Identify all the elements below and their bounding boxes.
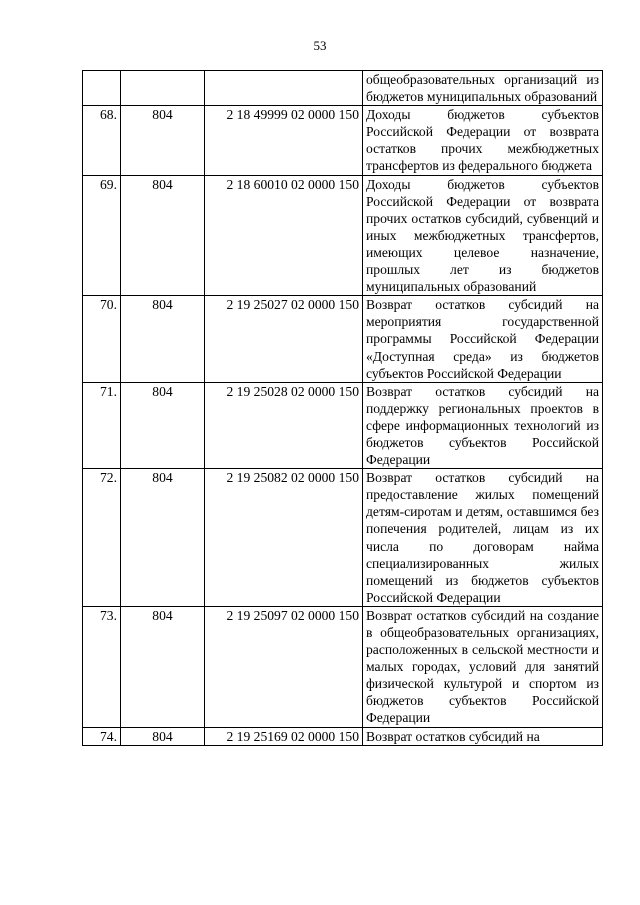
admin-code: 804 [121,175,205,296]
table-row [83,469,603,607]
row-number: 73. [83,606,121,727]
budget-classification-code: 2 18 49999 02 0000 150 [205,106,363,175]
table-row [83,382,603,468]
row-number: 72. [83,469,121,607]
row-number: 71. [83,382,121,468]
admin-code: 804 [121,106,205,175]
budget-classification-code: 2 19 25082 02 0000 150 [205,469,363,607]
table-row [83,175,603,296]
row-description: Доходы бюджетов субъектов Российской Федерации от возврата прочих остатков субсидий, субвенций и иных межбюджетных трансфертов, имеющих целевое назначение, прошлых лет из бюджетов муниципальных образований [363,175,603,296]
table-row-continuation [83,71,603,106]
budget-classification-code: 2 18 60010 02 0000 150 [205,175,363,296]
budget-classification-code: 2 19 25027 02 0000 150 [205,296,363,382]
row-description: Возврат остатков субсидий на предоставление жилых помещений детям-сиротам и детям, оставшимся без попечения родителей, лицам из их числа по договорам найма специализированных жилых помещений из бюджетов субъектов Российской Федерации [363,469,603,607]
row-description: Возврат остатков субсидий на поддержку региональных проектов в сфере информационных технологий из бюджетов субъектов Российской Федерации [363,382,603,468]
row-number: 69. [83,175,121,296]
budget-classification-code: 2 19 25028 02 0000 150 [205,382,363,468]
budget-classification-code: 2 19 25169 02 0000 150 [205,727,363,745]
row-description: Возврат остатков субсидий на создание в общеобразовательных организациях, расположенных в сельской местности и малых городах, условий для занятий физической культурой и спортом из бюджетов субъектов Российской Федерации [363,606,603,727]
admin-code: 804 [121,296,205,382]
page-number: 53 [313,38,327,53]
row-description: Возврат остатков субсидий на [363,727,603,745]
table-row [83,727,603,745]
admin-code: 804 [121,606,205,727]
row-number: 70. [83,296,121,382]
row-description: общеобразовательных организаций из бюджетов муниципальных образований [363,71,603,106]
row-description: Возврат остатков субсидий на мероприятия государственной программы Российской Федерации «Доступная среда» из бюджетов субъектов Российской Федерации [363,296,603,382]
table-row [83,106,603,175]
row-number: 68. [83,106,121,175]
table-row [83,296,603,382]
row-number: 74. [83,727,121,745]
admin-code: 804 [121,382,205,468]
row-number-cell [83,71,121,106]
budget-code-cell [205,71,363,106]
table-row [83,606,603,727]
row-description: Доходы бюджетов субъектов Российской Федерации от возврата остатков прочих межбюджетных трансфертов из федерального бюджета [363,106,603,175]
admin-code: 804 [121,727,205,745]
budget-classification-code: 2 19 25097 02 0000 150 [205,606,363,727]
budget-revenue-table [82,70,603,746]
admin-code-cell [121,71,205,106]
admin-code: 804 [121,469,205,607]
